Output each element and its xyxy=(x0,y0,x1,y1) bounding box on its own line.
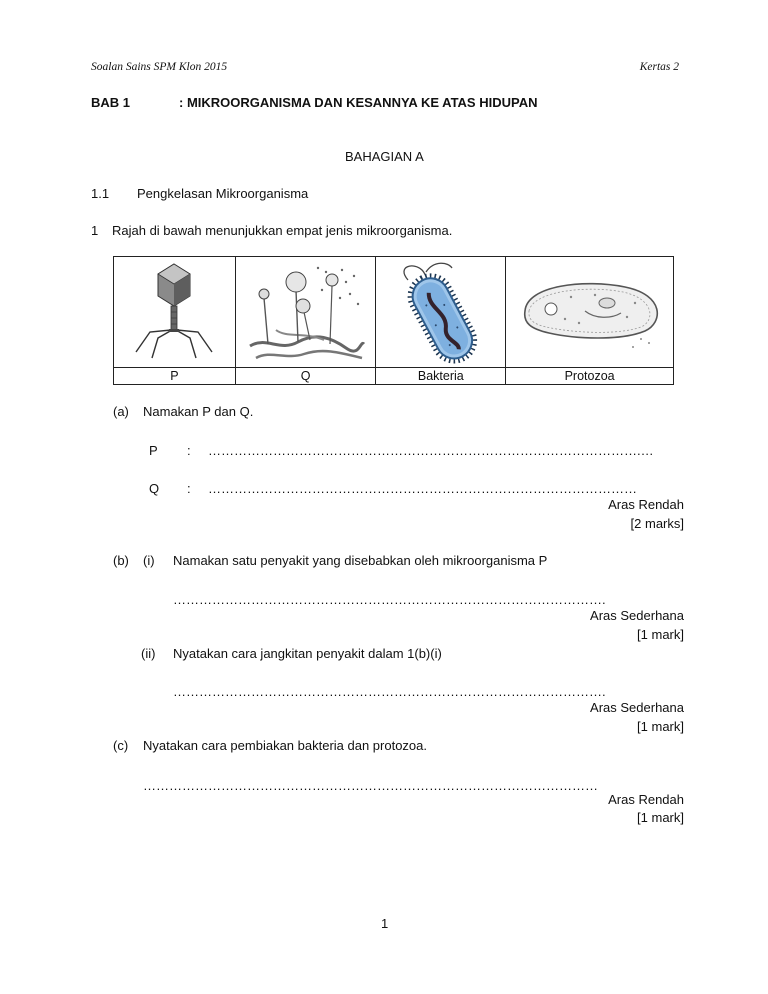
part-b-i-label: (i) xyxy=(143,553,155,568)
answer-p-line[interactable]: ……………………………………………………………………………………….… xyxy=(208,443,654,458)
part-a-level: Aras Rendah xyxy=(608,497,684,512)
fungus-mould-illustration xyxy=(246,260,366,364)
answer-p-label: P xyxy=(149,443,158,458)
answer-q-label: Q xyxy=(149,481,160,496)
subsection-title: Pengkelasan Mikroorganisma xyxy=(137,186,309,201)
figure-cell-protozoa xyxy=(506,257,674,368)
answer-q-line[interactable]: ……………………………………………………………………………………… xyxy=(208,481,637,496)
part-b-i-level: Aras Sederhana xyxy=(590,608,684,623)
caption-bacteria: Bakteria xyxy=(376,368,506,385)
header-right: Kertas 2 xyxy=(639,61,679,73)
answer-p-colon: : xyxy=(187,443,191,458)
microorganism-figure-table xyxy=(113,256,674,385)
part-a-text: Namakan P dan Q. xyxy=(143,404,254,419)
protozoa-paramecium-illustration xyxy=(515,267,665,357)
part-c-label: (c) xyxy=(113,738,129,753)
part-c-level: Aras Rendah xyxy=(608,792,684,807)
figure-cell-p xyxy=(114,257,236,368)
figure-cell-bacteria xyxy=(376,257,506,368)
caption-protozoa: Protozoa xyxy=(506,368,674,385)
part-b-ii-text: Nyatakan cara jangkitan penyakit dalam 1(b)(i) xyxy=(173,646,442,661)
question-stem: Rajah di bawah menunjukkan empat jenis mikroorganisma. xyxy=(112,223,453,238)
part-a-label: (a) xyxy=(113,404,129,419)
page-number: 1 xyxy=(381,916,389,931)
chapter-label: BAB 1 xyxy=(91,95,131,110)
part-b-ii-label: (ii) xyxy=(141,646,156,661)
section-title: BAHAGIAN A xyxy=(345,149,424,164)
part-b-i-text: Namakan satu penyakit yang disebabkan oleh mikroorganisma P xyxy=(173,553,548,568)
part-a-marks: [2 marks] xyxy=(630,516,684,531)
part-b-i-marks: [1 mark] xyxy=(637,627,684,642)
virus-bacteriophage-illustration xyxy=(124,260,224,364)
part-c-text: Nyatakan cara pembiakan bakteria dan protozoa. xyxy=(143,738,428,753)
caption-p: P xyxy=(114,368,236,385)
part-b-ii-level: Aras Sederhana xyxy=(590,700,684,715)
caption-q: Q xyxy=(235,368,376,385)
part-c-marks: [1 mark] xyxy=(637,810,684,825)
header-left: Soalan Sains SPM Klon 2015 xyxy=(91,61,228,73)
answer-c-line[interactable]: …………………………………………………………………………………………… xyxy=(143,778,598,793)
answer-q-colon: : xyxy=(187,481,191,496)
question-number: 1 xyxy=(91,223,99,238)
answer-b-i-line[interactable]: ………………………………………………………………………………………. xyxy=(173,592,606,607)
subsection-number: 1.1 xyxy=(91,186,110,201)
chapter-title: : MIKROORGANISMA DAN KESANNYA KE ATAS HIDUPAN xyxy=(179,95,538,110)
part-b-label: (b) xyxy=(113,553,129,568)
part-b-ii-marks: [1 mark] xyxy=(637,719,684,734)
bacterium-illustration xyxy=(386,260,496,364)
answer-b-ii-line[interactable]: ………………………………………………………………………………………. xyxy=(173,684,606,699)
figure-cell-q xyxy=(235,257,376,368)
